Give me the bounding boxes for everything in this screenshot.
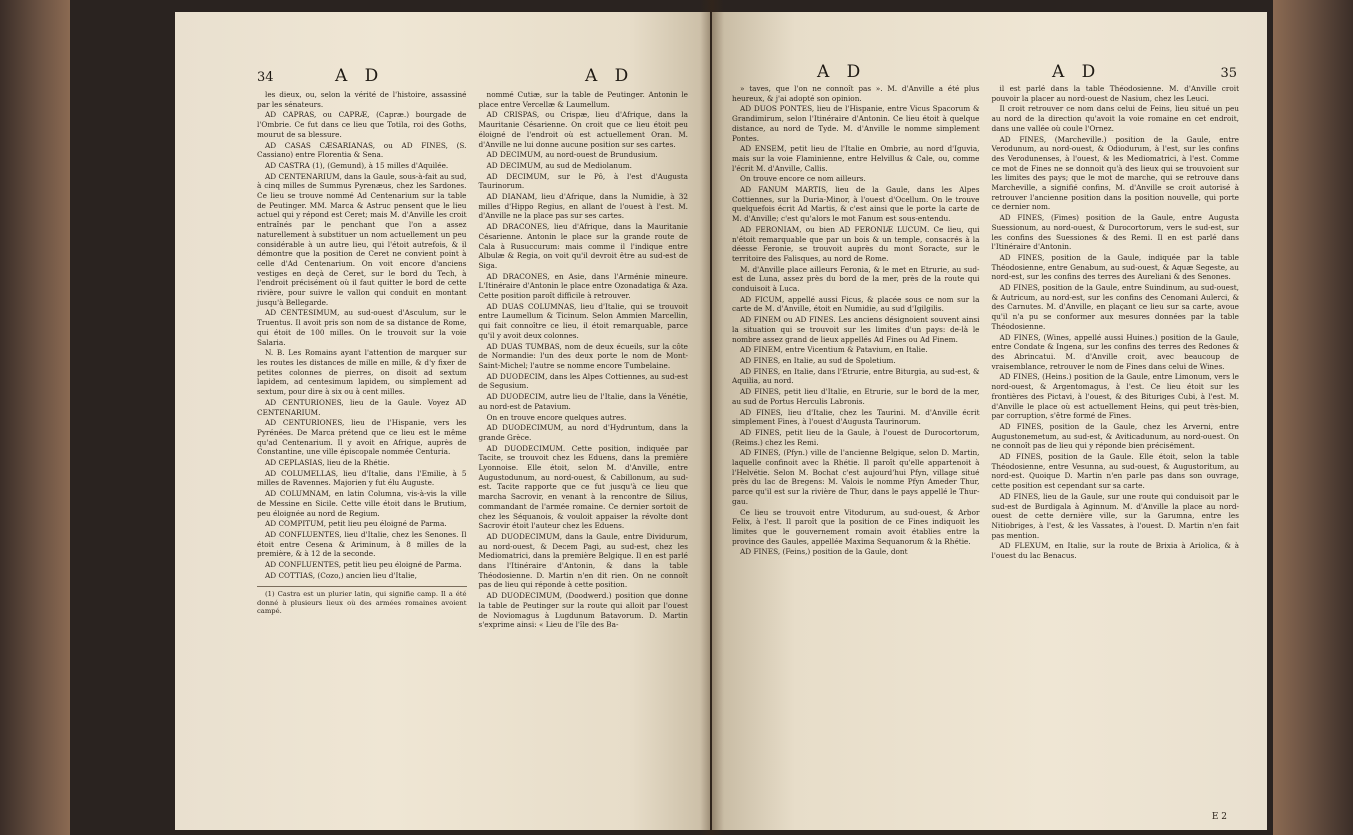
dictionary-entry: AD FINES, (Heins.) position de la Gaule, entre Limonum, vers le nord-ouest, & Argentomagus, à l'est. Ce lieu étoit sur les frontières des Pictavi, à l'ouest, & des Bituriges Cubi, à l'est. M. d'Anville le place où est actuellement Heins, qui peut très-bien, par corruption, s'être formé de Fines. (991, 372, 1239, 421)
dictionary-entry: AD FINEM ou AD FINES. Les anciens désignoient souvent ainsi la situation qui se trouvoit sur les limites d'un pays: de-là le nombre assez grand de lieux appellés Ad Fines ou Ad Finem. (732, 315, 980, 344)
dictionary-entry: AD DUODECIM, dans les Alpes Cottiennes, au sud-est de Segusium. (478, 371, 688, 391)
dictionary-entry: AD CONFLUENTES, lieu d'Italie, chez les Senones. Il étoit entre Cesena & Ariminum, à 8 milles de la première, & à 12 de la seconde. (257, 529, 467, 559)
dictionary-entry: AD CENTESIMUM, au sud-ouest d'Asculum, sur le Truentus. Il avoit pris son nom de sa distance de Rome, qui étoit de 100 milles. On le trouvoit sur la voie Salaria. (257, 308, 467, 347)
dictionary-entry: On trouve encore ce nom ailleurs. (740, 174, 866, 184)
dictionary-entry: AD CEPLASIAS, lieu de la Rhétie. (265, 458, 390, 468)
right-page (712, 12, 1267, 830)
right-page-columns (732, 84, 1239, 562)
dictionary-entry: AD DUOS PONTES, lieu de l'Hispanie, entre Vicus Spacorum & Grandimirum, selon l'Itinéraire d'Antonin. Ce lieu étoit à quelque distance, au nord de Tyde. M. d'Anville le nomme simplement Pontes. (732, 104, 980, 143)
dictionary-entry: AD FICUM, appellé aussi Ficus, & placée sous ce nom sur la carte de M. d'Anville, étoit en Numidie, au sud d'Igilgilis. (732, 294, 980, 314)
dictionary-entry: » taves, que l'on ne connoît pas ». M. d'Anville a été plus heureux, & j'ai adopté son opinion. (732, 84, 980, 103)
dictionary-entry: AD FINES, lieu de la Gaule, sur une route qui conduisoit par le sud-est de Burdigala à Aginnum. M. d'Anville la place au nord-ouest de cette dernière ville, sur la Garumna, entre les Nitiobriges, à l'est, & les Vassates, à l'ouest. D. Martin n'en fait pas mention. (991, 491, 1239, 540)
left-page (175, 12, 710, 830)
dictionary-entry: AD COLUMNAM, en latin Columna, vis-à-vis la ville de Messine en Sicile. Cette ville étoit dans le Brutium, peu éloignée au nord de Regium. (257, 489, 467, 518)
dictionary-entry: nommé Cutiæ, sur la table de Peutinger. Antonin le place entre Vercellæ & Laumellum. (478, 90, 688, 109)
left-column-1 (257, 90, 467, 631)
dictionary-entry: AD CENTENARIUM, dans la Gaule, sous-à-fait au sud, à cinq milles de Summus Pyrenæus, chez les Sardones. Ce lieu se trouve nommé Ad Centenarium sur la table de Peutinger. MM. Marca & Astruc pensent que le lieu actuel qui y répond est Ceret; mais M. d'Anville les croit entraînés par le penchant que l'on a assez naturellement à substituer un nom actuellement un peu considérable à un autre lieu, qui l'étoit autrefois, & il démontre que la position de Ceret ne convient point à celle d'Ad Centenarium. On voit encore d'anciens vestiges en deçà de Ceret, sur le bord du Tech, à l'endroit précisément où il faut quitter le bord de cette rivière, pour suivre le vallon qui conduit en montant jusqu'à Bellegarde. (257, 171, 467, 307)
dictionary-entry: AD FINES, position de la Gaule, chez les Arverni, entre Augustonemetum, au sud-est, & Aviticadunum, au nord-ouest. On ne connoît pas de lieu qui y réponde bien précisément. (991, 421, 1239, 451)
right-column-2-text (992, 84, 1240, 561)
dictionary-entry: AD COMPITUM, petit lieu peu éloigné de Parma. (265, 519, 447, 529)
dictionary-entry: AD FLEXUM, en Italie, sur la route de Brixia à Ariolica, & à l'ouest du lac Benacus. (991, 541, 1239, 561)
dictionary-entry: AD CASAS CÆSARIANAS, ou AD FINES, (S. Cassiano) entre Florentia & Sena. (257, 140, 467, 160)
page-number-left: 34 (257, 70, 274, 85)
dictionary-entry: AD DECIMUM, sur le Pô, à l'est d'Augusta Taurinorum. (478, 171, 688, 191)
dictionary-entry: AD DRACONES, en Asie, dans l'Arménie mineure. L'Itinéraire d'Antonin le place entre Ozonadatiga & Aza. Cette position paroît difficile à retrouver. (478, 271, 688, 301)
dictionary-entry: AD FINES, petit lieu de la Gaule, à l'ouest de Durocortorum, (Reims.) chez les Remi. (732, 427, 980, 447)
dictionary-entry: AD COTTIAS, (Cozo,) ancien lieu d'Italie, (265, 570, 417, 580)
dictionary-entry: AD DUAS COLUMNAS, lieu d'Italie, qui se trouvoit entre Laumellum & Ticinum. Selon Ammien Marcellin, qui fait connoître ce lieu, il étoit remarquable, parce qu'il y avoit deux colonnes. (478, 301, 688, 340)
left-column-1-text (257, 90, 467, 580)
left-column-2 (479, 90, 689, 631)
dictionary-entry: AD DIANAM, lieu d'Afrique, dans la Numidie, à 32 milles d'Hippo Regius, en allant de l'ouest à l'est. M. d'Anville ne la place pas sur ses cartes. (478, 192, 688, 221)
dictionary-entry: AD FINES, lieu d'Italie, chez les Taurini. M. d'Anville écrit simplement Fines, à l'ouest d'Augusta Taurinorum. (732, 407, 980, 427)
running-head-left-1: A D (335, 66, 385, 86)
dictionary-entry: Ce lieu se trouvoit entre Vitodurum, au sud-ouest, & Arbor Felix, à l'est. Il paroît que la position de ce Fines indiquoit les limites que le gouvernement romain avoit établies entre la province des Gaules, appellée Maxima Sequanorum & la Rhétie. (732, 507, 980, 546)
dictionary-entry: AD DECIMUM, au sud de Mediolanum. (486, 160, 632, 170)
dictionary-entry: AD FANUM MARTIS, lieu de la Gaule, dans les Alpes Cottiennes, sur la Duria-Minor, à l'ouest d'Ocellum. On le trouve quelquefois écrit Ad Martis, & c'est ainsi que le porte la carte de M. d'Anville; c'est qu'alors le mot Fanum est sous-entendu. (732, 185, 980, 224)
dictionary-entry: AD DUODECIMUM. Cette position, indiquée par Tacite, se trouvoit chez les Eduens, dans la première Lyonnoise. Elle étoit, selon M. d'Anville, entre Augustodunum, au nord-ouest, & Cabillonum, au sud-est. Tacite rapporte que ce fut jusqu'à ce lieu que marcha Sacrovir, en venant à la rencontre de Silius, commandant de l'armée romaine. Ce dernier sortoit de chez les Séquanois, & vouloit appaiser la révolte dont Sacrovir étoit l'auteur chez les Eduens. (478, 443, 688, 531)
dictionary-entry: AD ENSEM, petit lieu de l'Italie en Ombrie, au nord d'Iguvia, mais sur la voie Flaminienne, entre Helvillus & Cale, ou, comme l'écrit M. d'Anville, Callis. (732, 144, 980, 173)
dictionary-entry: AD FINES, (Pfyn.) ville de l'ancienne Belgique, selon D. Martin, laquelle confinoit avec la Rhétie. Il paroît qu'elle appartenoit à l'Helvétie. Selon M. Bochat c'est aujourd'hui Pfyn, village situé près du lac de Bregens: M. Valois le nomme Pfyn Ameder Thur, parce qu'il est sur la rivière de Thur, dans le pays appellé le Thur-gau. (732, 448, 980, 506)
running-head-right-2: A D (1052, 62, 1102, 82)
dictionary-entry: N. B. Les Romains ayant l'attention de marquer sur les routes les distances de mille en mille, & d'y fixer de petites colonnes de pierres, on disoit ad sextum lapidem, ad centesimum lapidem, ou simplement ad sextum, pour dire à six ou à cent milles. (257, 348, 467, 397)
dictionary-entry: AD CENTURIONES, lieu de l'Hispanie, vers les Pyrénées. De Marca prétend que ce lieu est le même qu'ad Centenarium. Il y avoit en Afrique, auprès de Constantine, une ville épiscopale nommée Centuria. (257, 418, 467, 457)
running-head-right-1: A D (817, 62, 867, 82)
book-cover-right (1273, 0, 1353, 835)
right-column-2 (992, 84, 1240, 562)
dictionary-entry: AD FINES, position de la Gaule, indiquée par la table Théodosienne, entre Genabum, au sud-ouest, & Aquæ Segeste, au nord-est, sur les confins des terres des Aureliani & des Senones. (991, 252, 1239, 282)
dictionary-entry: On en trouve encore quelques autres. (486, 412, 627, 422)
dictionary-entry: AD CONFLUENTES, petit lieu peu éloigné de Parma. (265, 560, 462, 570)
signature-mark: E 2 (1211, 812, 1227, 822)
dictionary-entry: AD CAPRAS, ou CAPRÆ, (Capræ.) bourgade de l'Ombrie. Ce fut dans ce lieu que Totila, roi des Goths, mourut de sa blessure. (257, 110, 467, 139)
dictionary-entry: il est parlé dans la table Théodosienne. M. d'Anville croit pouvoir la placer au nord-ouest de Nasium, chez les Leuci. (991, 84, 1239, 103)
dictionary-entry: AD FINES, (Wines, appellé aussi Huines.) position de la Gaule, entre Condate & Ingena, sur les confins des terres des Redones & des Abrincatui. M. d'Anville croit, avec beaucoup de vraisemblance, retrouver le nom de Fines dans celui de Wines. (991, 332, 1239, 371)
dictionary-entry: AD DUAS TUMBAS, nom de deux écueils, sur la côte de Normandie: l'un des deux porte le nom de Mont-Saint-Michel; l'autre se nomme encore Tumbelaine. (478, 341, 688, 370)
dictionary-entry: AD FINEM, entre Vicentium & Patavium, en Italie. (740, 345, 928, 355)
dictionary-entry: AD DUODECIM, autre lieu de l'Italie, dans la Vénétie, au nord-est de Patavium. (478, 392, 688, 411)
running-head-left-2: A D (585, 66, 635, 86)
dictionary-entry: AD COLUMELLAS, lieu d'Italie, dans l'Emilie, à 5 milles de Ravennes. Majorien y fut élu Auguste. (257, 468, 467, 488)
dictionary-entry: AD FINES, position de la Gaule. Elle étoit, selon la table Théodosienne, entre Vesunna, au sud-ouest, & Augustoritum, au nord-est. Quoique D. Martin n'en parle pas dans son ouvrage, cette position est cependant sur sa carte. (991, 452, 1239, 491)
page-number-right: 35 (1220, 66, 1237, 81)
dictionary-entry: AD FINES, (Feins,) position de la Gaule, dont (740, 547, 908, 557)
dictionary-entry: les dieux, ou, selon la vérité de l'histoire, assassiné par les sénateurs. (257, 90, 467, 109)
left-page-columns (257, 90, 688, 631)
dictionary-entry: M. d'Anville place ailleurs Feronia, & le met en Etrurie, au sud-est de Luna, assez près du bord de la mer, près de la route qui conduisoit à Luca. (732, 264, 980, 294)
dictionary-entry: AD CASTRA (1), (Gemund), à 15 milles d'Aquilée. (265, 160, 449, 170)
dictionary-entry: AD FINES, en Italie, au sud de Spoletium. (740, 355, 896, 365)
dictionary-entry: AD DUODECIMUM, dans la Gaule, entre Dividurum, au nord-ouest, & Decem Pagi, au sud-est, chez les Mediomatrici, dans la première Belgique. Il en est parlé dans l'Itinéraire d'Antonin, & dans la table Théodosienne. D. Martin n'en dit rien. On ne connoît pas de lieu qui réponde à cette position. (478, 531, 688, 590)
dictionary-entry: AD FERONIAM, ou bien AD FERONIÆ LUCUM. Ce lieu, qui n'étoit remarquable que par un bois & un temple, consacrés à la déesse Feronie, se trouvoit auprès du mont Soracte, sur le territoire des Falisques, au nord de Rome. (732, 224, 980, 263)
right-column-1 (732, 84, 980, 562)
dictionary-entry: AD FINES, position de la Gaule, entre Suindinum, au sud-ouest, & Autricum, au nord-est, sur les confins des Cenomani Aulerci, & des Carnutes. M. d'Anville, en plaçant ce lieu sur sa carte, avoue qu'il n'a pu se conformer aux mesures données par la table Théodosienne. (991, 283, 1239, 331)
dictionary-entry: AD FINES, petit lieu d'Italie, en Etrurie, sur le bord de la mer, au sud de Portus Herculis Labronis. (732, 387, 980, 406)
dictionary-entry: AD DUODECIMUM, (Doodwerd.) position que donne la table de Peutinger sur la route qui alloit par l'ouest de Noviomagus à Lugdunum Batavorum. D. Martin s'exprime ainsi: « Lieu de l'île des Ba- (478, 591, 688, 630)
footnote-text: (1) Castra est un plurier latin, qui signifie camp. Il a été donné à plusieurs lieux où des armées romaines avoient campé. (257, 590, 467, 616)
dictionary-entry: AD DUODECIMUM, au nord d'Hydruntum, dans la grande Grèce. (478, 423, 688, 442)
book-cover-left (0, 0, 70, 835)
dictionary-entry: AD DECIMUM, au nord-ouest de Brundusium. (486, 150, 658, 160)
dictionary-entry: AD DRACONES, lieu d'Afrique, dans la Mauritanie Césarienne. Antonin le place sur la grande route de Cala à Rusuccurum: mais comme il l'indique entre Albulæ & Regia, on voit qu'il devroit être au sud-est de Siga. (478, 222, 688, 270)
dictionary-entry: AD CENTURIONES, lieu de la Gaule. Voyez AD CENTENARIUM. (257, 397, 467, 417)
left-column-2-text (479, 90, 689, 630)
dictionary-entry: AD FINES, en Italie, dans l'Etrurie, entre Biturgia, au sud-est, & Aquilia, au nord. (732, 366, 980, 386)
dictionary-entry: AD FINES, (Marcheville.) position de la Gaule, entre Verodunum, au nord-ouest, & Odiodurum, à l'est, sur les confins des Verodunenses, à l'ouest, & les Mediomatrici, à l'est. Comme ce mot de Fines ne se donnoit qu'à des lieux qui se trouvoient sur les limites des pays; que le mot de marche, qui se retrouve dans Marcheville, a signifié confins, M. d'Anville se croit autorisé à retrouver l'ancienne position dans la position nouvelle, qui porte ce dernier nom. (991, 134, 1239, 212)
right-column-1-text (732, 84, 980, 557)
footnote (257, 586, 467, 615)
dictionary-entry: Il croit retrouver ce nom dans celui de Feins, lieu situé un peu au nord de la direction qu'avoit la voie romaine en cet endroit, dans une vallée où coule l'Ornez. (991, 104, 1239, 133)
book-gutter (700, 0, 724, 835)
dictionary-entry: AD FINES, (Fimes) position de la Gaule, entre Augusta Suessionum, au nord-ouest, & Durocortorum, vers le sud-est, sur les confins des Suessiones & des Remi. Il en est parlé dans l'Itinéraire d'Antonin. (991, 213, 1239, 252)
dictionary-entry: AD CRISPAS, ou Crispæ, lieu d'Afrique, dans la Mauritanie Césarienne. On croit que ce lieu étoit peu éloigné de l'endroit où est actuellement Oran. M. d'Anville ne lui donne aucune position sur ses cartes. (478, 110, 688, 149)
